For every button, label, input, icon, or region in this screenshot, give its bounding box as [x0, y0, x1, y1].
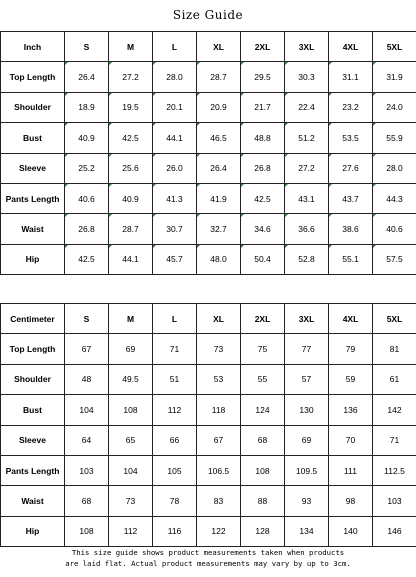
measurement-value: 20.9 [197, 92, 241, 122]
measurement-value: 104 [65, 395, 109, 425]
size-header: S [65, 32, 109, 62]
inch-table-body [1, 32, 416, 275]
measurement-value: 19.5 [109, 92, 153, 122]
measurement-value: 134 [285, 516, 329, 546]
measurement-value: 108 [109, 395, 153, 425]
measurement-value: 25.2 [65, 153, 109, 183]
measurement-value: 22.4 [285, 92, 329, 122]
measurement-value: 122 [197, 516, 241, 546]
measurement-value: 69 [109, 334, 153, 364]
size-header: 4XL [329, 304, 373, 334]
measurement-value: 55 [241, 364, 285, 394]
measurement-value: 25.6 [109, 153, 153, 183]
measurement-value: 51 [153, 364, 197, 394]
measurement-value: 70 [329, 425, 373, 455]
measurement-value: 40.6 [65, 183, 109, 213]
measurement-value: 41.3 [153, 183, 197, 213]
cm-table-body [1, 304, 416, 547]
measurement-value: 18.9 [65, 92, 109, 122]
measurement-value: 67 [65, 334, 109, 364]
measurement-value: 45.7 [153, 244, 197, 274]
measurement-value: 31.9 [373, 62, 416, 92]
measurement-label: Sleeve [1, 153, 65, 183]
measurement-value: 68 [241, 425, 285, 455]
measurement-value: 28.0 [373, 153, 416, 183]
measurement-label: Pants Length [1, 183, 65, 213]
size-header: M [109, 32, 153, 62]
size-header: 3XL [285, 304, 329, 334]
measurement-value: 42.5 [241, 183, 285, 213]
measurement-value: 27.6 [329, 153, 373, 183]
measurement-value: 130 [285, 395, 329, 425]
measurement-label: Bust [1, 395, 65, 425]
measurement-value: 67 [197, 425, 241, 455]
measurement-value: 27.2 [109, 62, 153, 92]
measurement-label: Sleeve [1, 425, 65, 455]
measurement-value: 48.8 [241, 123, 285, 153]
measurement-label: Top Length [1, 334, 65, 364]
measurement-value: 79 [329, 334, 373, 364]
size-header: 2XL [241, 32, 285, 62]
measurement-value: 142 [373, 395, 416, 425]
measurement-value: 98 [329, 486, 373, 516]
table-row [1, 92, 416, 122]
measurement-value: 43.1 [285, 183, 329, 213]
measurement-value: 105 [153, 455, 197, 485]
footer-line-1: This size guide shows product measurements taken when products [71, 548, 345, 557]
measurement-value: 49.5 [109, 364, 153, 394]
measurement-label: Bust [1, 123, 65, 153]
measurement-label: Pants Length [1, 455, 65, 485]
measurement-value: 36.6 [285, 214, 329, 244]
measurement-value: 30.7 [153, 214, 197, 244]
unit-label: Centimeter [1, 304, 65, 334]
centimeter-size-table [0, 303, 416, 547]
measurement-value: 75 [241, 334, 285, 364]
size-header: 4XL [329, 32, 373, 62]
measurement-value: 81 [373, 334, 416, 364]
measurement-value: 28.7 [109, 214, 153, 244]
table-row [1, 516, 416, 546]
measurement-value: 50.4 [241, 244, 285, 274]
measurement-value: 44.1 [153, 123, 197, 153]
measurement-label: Top Length [1, 62, 65, 92]
measurement-value: 51.2 [285, 123, 329, 153]
measurement-value: 59 [329, 364, 373, 394]
measurement-value: 26.8 [65, 214, 109, 244]
measurement-value: 71 [153, 334, 197, 364]
table-row [1, 364, 416, 394]
size-header: 2XL [241, 304, 285, 334]
table-row [1, 123, 416, 153]
measurement-value: 41.9 [197, 183, 241, 213]
measurement-value: 124 [241, 395, 285, 425]
measurement-value: 43.7 [329, 183, 373, 213]
measurement-value: 116 [153, 516, 197, 546]
table-row [1, 183, 416, 213]
measurement-value: 38.6 [329, 214, 373, 244]
footer-note [0, 547, 416, 569]
table-row [1, 425, 416, 455]
measurement-value: 26.0 [153, 153, 197, 183]
measurement-value: 73 [197, 334, 241, 364]
unit-label: Inch [1, 32, 65, 62]
footer-line-2: are laid flat. Actual product measurements may vary by up to 3cm. [65, 559, 351, 568]
table-row [1, 153, 416, 183]
measurement-value: 93 [285, 486, 329, 516]
measurement-value: 57 [285, 364, 329, 394]
size-header: 5XL [373, 32, 416, 62]
page-title: Size Guide [172, 8, 244, 22]
table-row [1, 334, 416, 364]
table-separator [0, 272, 416, 303]
measurement-value: 61 [373, 364, 416, 394]
measurement-label: Shoulder [1, 92, 65, 122]
table-row [1, 486, 416, 516]
measurement-value: 77 [285, 334, 329, 364]
measurement-value: 68 [65, 486, 109, 516]
measurement-value: 20.1 [153, 92, 197, 122]
measurement-value: 27.2 [285, 153, 329, 183]
measurement-value: 46.5 [197, 123, 241, 153]
measurement-value: 53.5 [329, 123, 373, 153]
measurement-value: 48 [65, 364, 109, 394]
measurement-value: 57.5 [373, 244, 416, 274]
measurement-value: 146 [373, 516, 416, 546]
measurement-value: 118 [197, 395, 241, 425]
measurement-value: 40.9 [109, 183, 153, 213]
measurement-value: 23.2 [329, 92, 373, 122]
size-header: S [65, 304, 109, 334]
measurement-value: 78 [153, 486, 197, 516]
size-header: XL [197, 304, 241, 334]
size-header: 3XL [285, 32, 329, 62]
measurement-value: 44.1 [109, 244, 153, 274]
size-header: XL [197, 32, 241, 62]
measurement-value: 104 [109, 455, 153, 485]
measurement-value: 128 [241, 516, 285, 546]
measurement-value: 88 [241, 486, 285, 516]
measurement-label: Hip [1, 244, 65, 274]
measurement-value: 83 [197, 486, 241, 516]
measurement-value: 42.5 [109, 123, 153, 153]
measurement-value: 136 [329, 395, 373, 425]
measurement-value: 30.3 [285, 62, 329, 92]
measurement-value: 28.0 [153, 62, 197, 92]
measurement-value: 31.1 [329, 62, 373, 92]
size-header: M [109, 304, 153, 334]
measurement-label: Hip [1, 516, 65, 546]
measurement-label: Shoulder [1, 364, 65, 394]
measurement-value: 40.9 [65, 123, 109, 153]
measurement-value: 108 [241, 455, 285, 485]
measurement-value: 34.6 [241, 214, 285, 244]
size-header: L [153, 32, 197, 62]
measurement-value: 26.4 [197, 153, 241, 183]
measurement-value: 112.5 [373, 455, 416, 485]
measurement-value: 109.5 [285, 455, 329, 485]
measurement-value: 64 [65, 425, 109, 455]
measurement-value: 32.7 [197, 214, 241, 244]
measurement-value: 111 [329, 455, 373, 485]
table-row [1, 455, 416, 485]
table-row [1, 214, 416, 244]
measurement-value: 53 [197, 364, 241, 394]
measurement-value: 73 [109, 486, 153, 516]
measurement-value: 71 [373, 425, 416, 455]
measurement-value: 29.5 [241, 62, 285, 92]
table-row [1, 395, 416, 425]
inch-size-table [0, 31, 416, 275]
measurement-value: 112 [109, 516, 153, 546]
measurement-value: 65 [109, 425, 153, 455]
measurement-value: 26.8 [241, 153, 285, 183]
measurement-value: 112 [153, 395, 197, 425]
measurement-value: 106.5 [197, 455, 241, 485]
table-row [1, 62, 416, 92]
measurement-value: 52.8 [285, 244, 329, 274]
measurement-value: 28.7 [197, 62, 241, 92]
measurement-value: 24.0 [373, 92, 416, 122]
measurement-value: 103 [65, 455, 109, 485]
measurement-value: 44.3 [373, 183, 416, 213]
size-header: L [153, 304, 197, 334]
measurement-value: 48.0 [197, 244, 241, 274]
table-row [1, 244, 416, 274]
measurement-label: Waist [1, 486, 65, 516]
measurement-value: 55.9 [373, 123, 416, 153]
header-row [1, 304, 416, 334]
measurement-value: 55.1 [329, 244, 373, 274]
measurement-value: 42.5 [65, 244, 109, 274]
measurement-value: 66 [153, 425, 197, 455]
measurement-label: Waist [1, 214, 65, 244]
measurement-value: 140 [329, 516, 373, 546]
measurement-value: 40.6 [373, 214, 416, 244]
measurement-value: 26.4 [65, 62, 109, 92]
measurement-value: 69 [285, 425, 329, 455]
measurement-value: 103 [373, 486, 416, 516]
header-row [1, 32, 416, 62]
measurement-value: 21.7 [241, 92, 285, 122]
size-header: 5XL [373, 304, 416, 334]
measurement-value: 108 [65, 516, 109, 546]
